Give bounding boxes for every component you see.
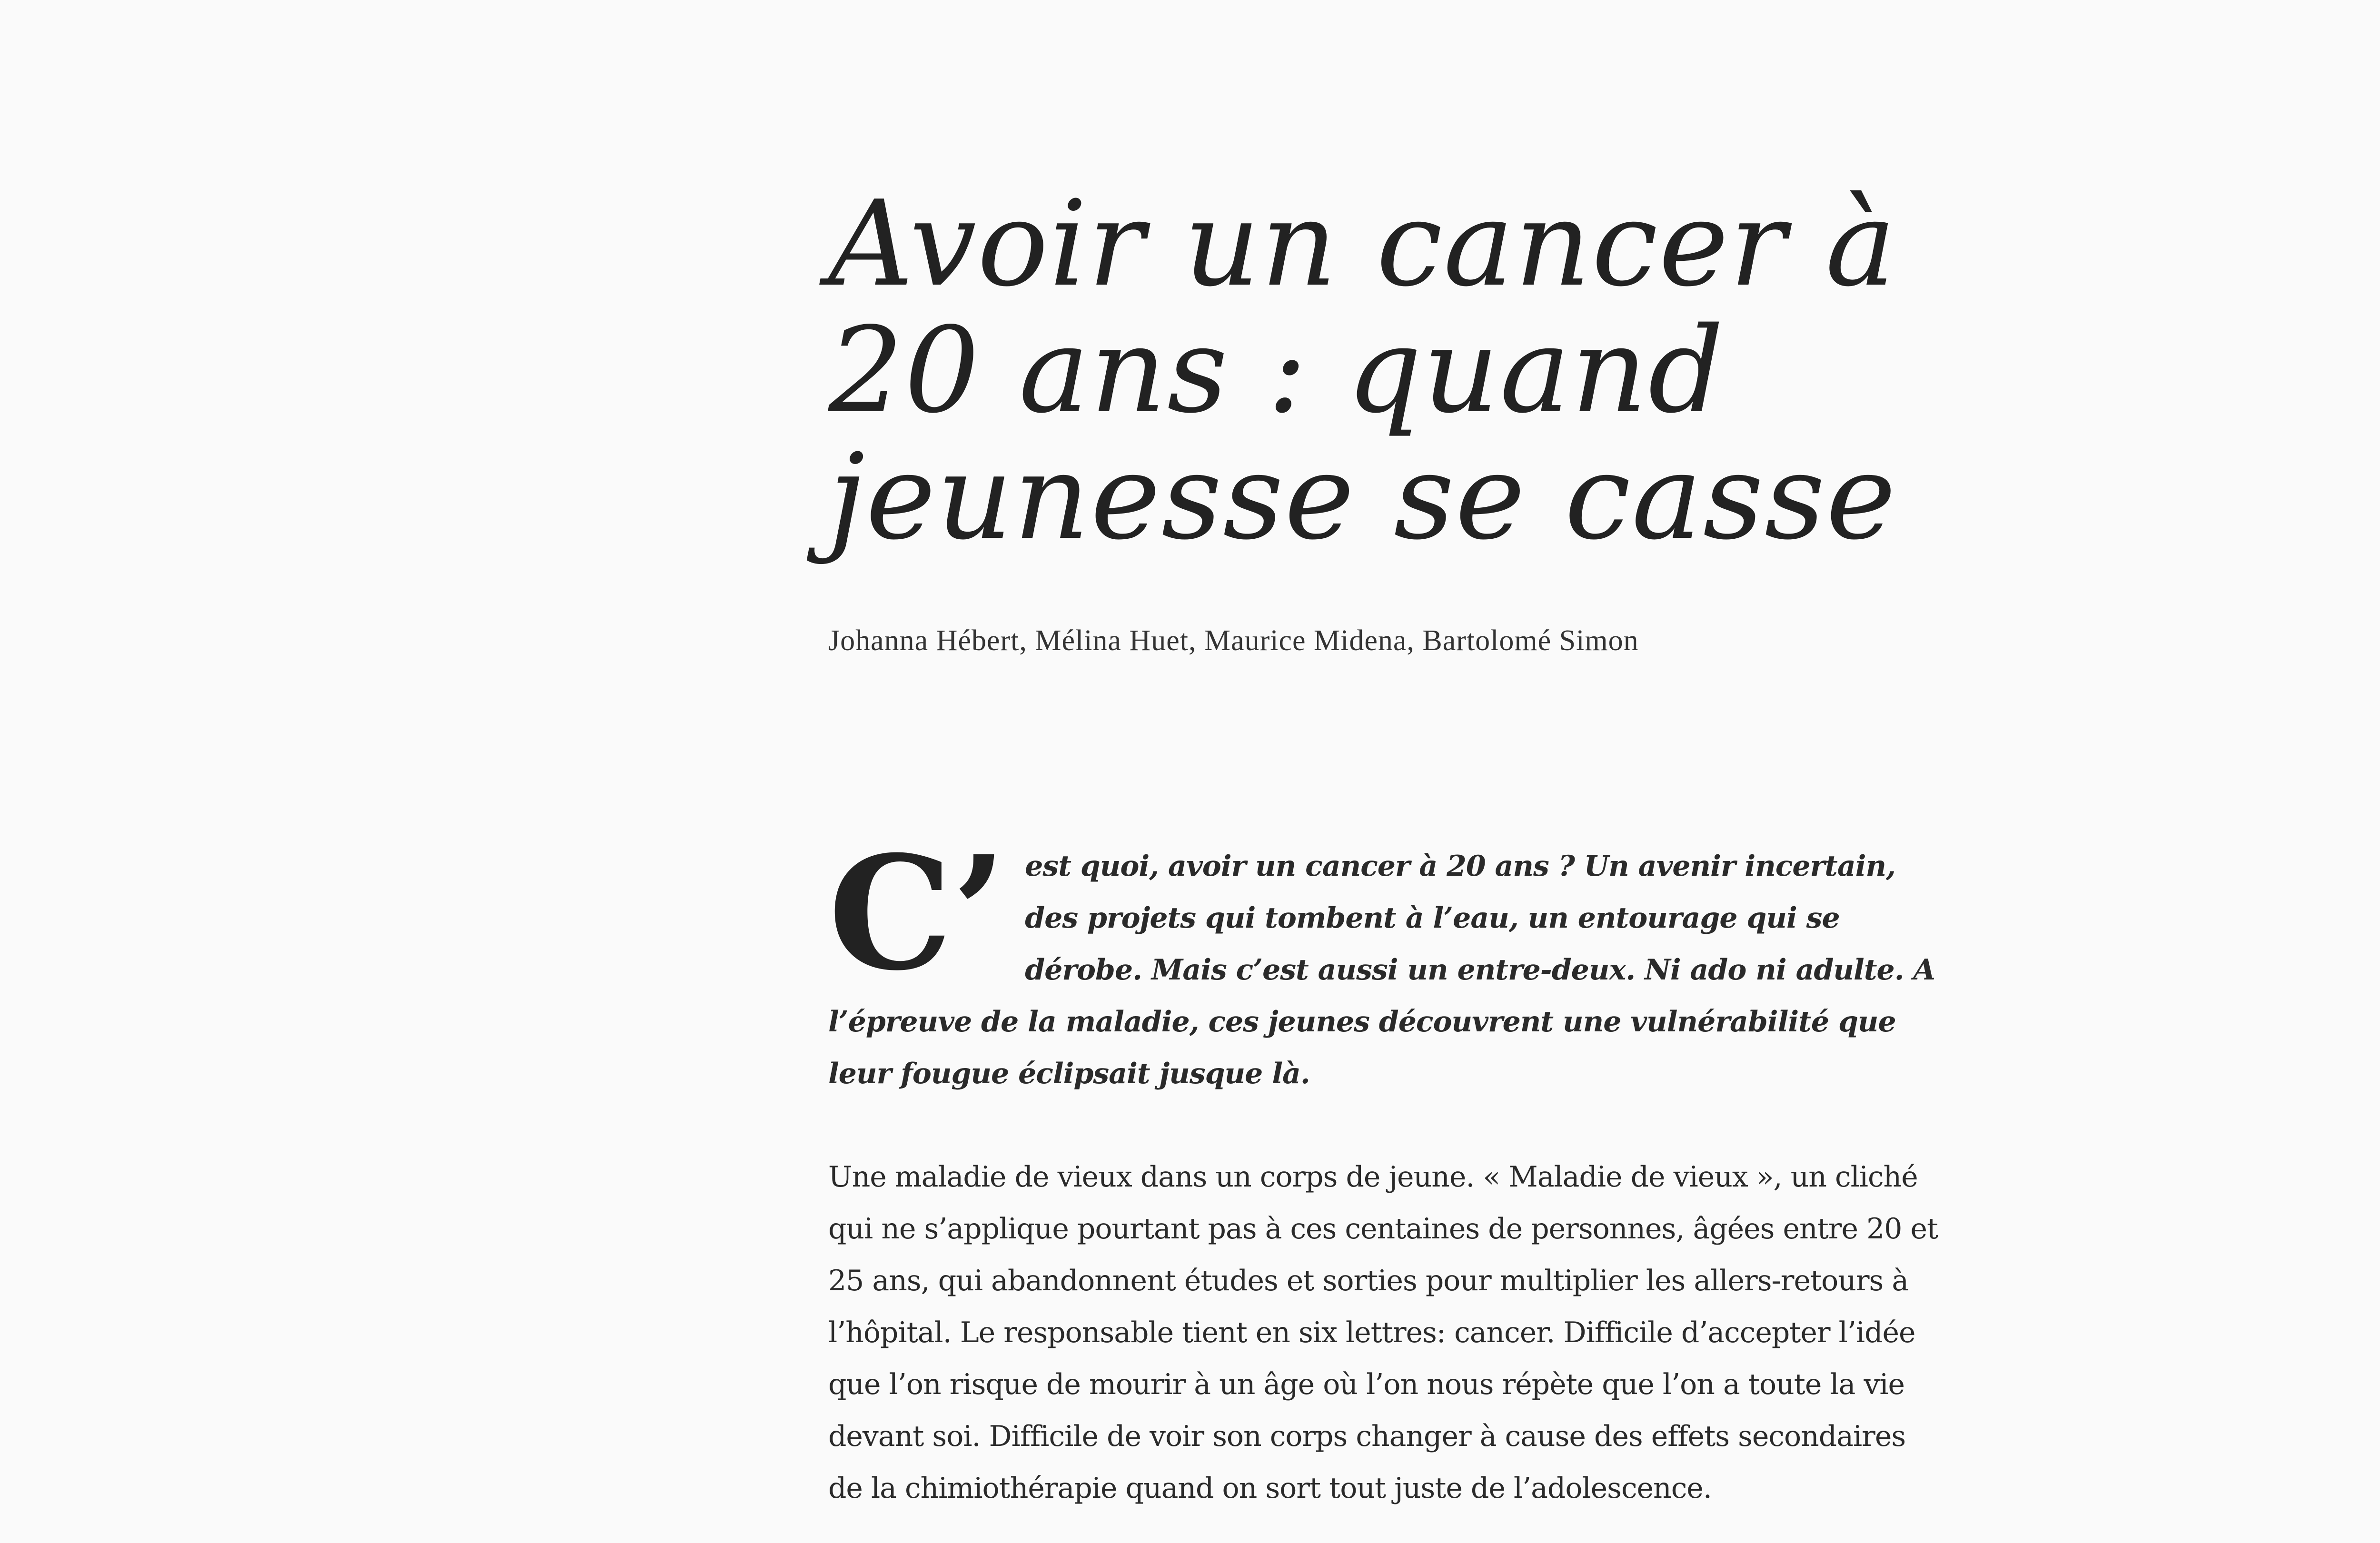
article-authors: Johanna Hébert, Mélina Huet, Maurice Midena, Bartolomé Simon — [828, 624, 1639, 657]
article — [828, 176, 1942, 1543]
article-title: Avoir un cancer à 20 ans : quand jeunesse se casse — [828, 176, 1897, 566]
body-paragraph: Une maladie de vieux dans un corps de jeune. « Maladie de vieux », un cliché qui ne s’applique pourtant pas à ces centaines de personnes, âgées entre 20 et 25 ans, qui abandonnent études et sorties pour multiplier les allers-retours à l’hôpital. Le responsable tient en six lettres: cancer. Difficile d’accepter l’idée que l’on risque de mourir à un âge où l’on nous répète que l’on a toute la vie devant soi. Difficile de voir son corps changer à cause des effets secondaires de la chimiothérapie quand on sort tout juste de l’adolescence. — [828, 1160, 1938, 1505]
lead-text: est quoi, avoir un cancer à 20 ans ? Un avenir incertain, des projets qui tombent à l’eau, un entourage qui se dérobe. Mais c’est aussi un entre-deux. Ni ado ni adulte. A l’épreuve de la maladie, ces jeunes découvrent une vulnérabilité que leur fougue éclipsait jusque là. — [828, 850, 1935, 1090]
article-lead — [828, 822, 1942, 1100]
drop-cap: C’ — [828, 822, 1006, 1005]
